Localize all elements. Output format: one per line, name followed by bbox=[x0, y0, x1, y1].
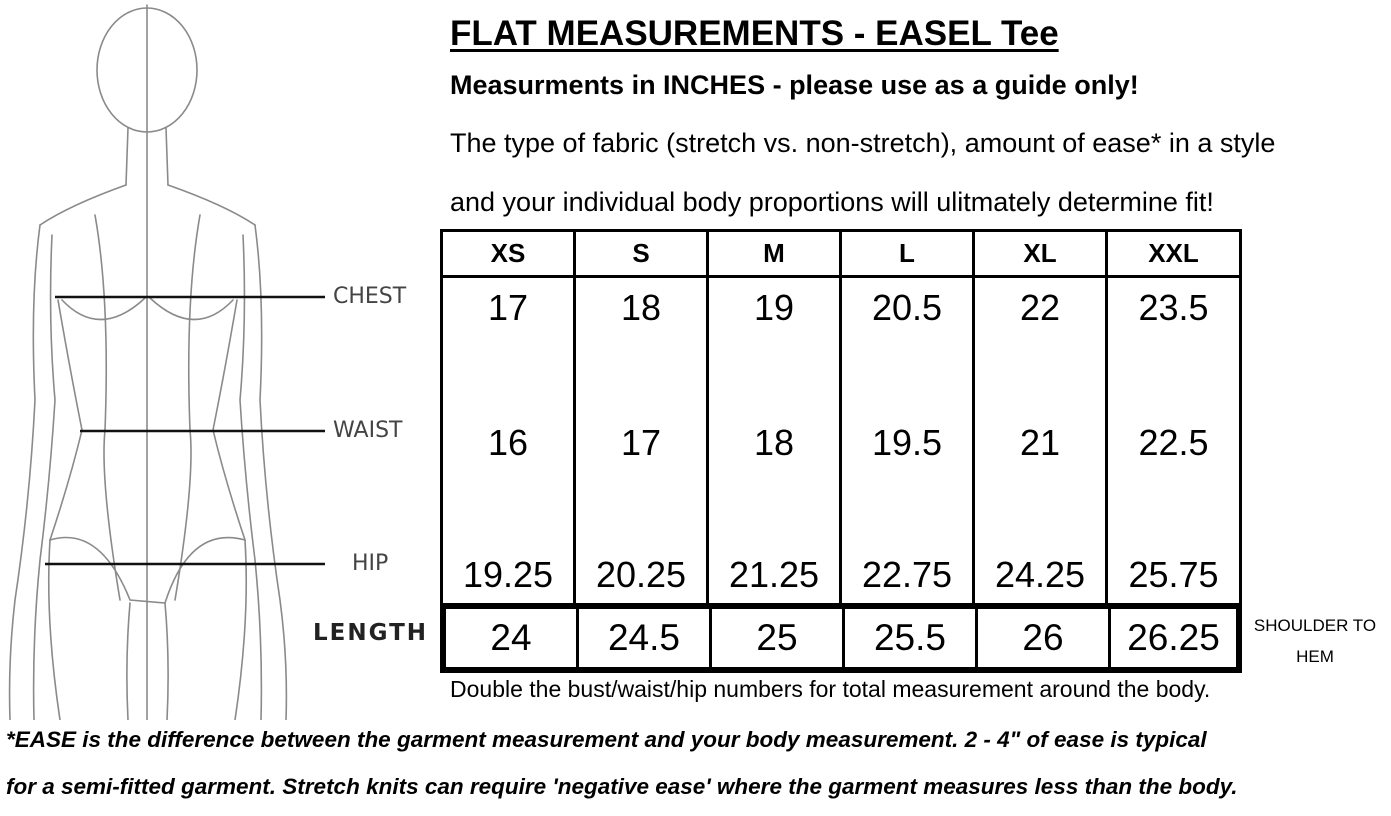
length-label: LENGTH bbox=[313, 620, 429, 646]
size-header: XXL bbox=[1148, 238, 1199, 268]
length-value: 26.25 bbox=[1127, 617, 1220, 658]
length-note-line-1: SHOULDER TO bbox=[1253, 616, 1377, 635]
measurement-body bbox=[443, 275, 1239, 603]
length-value: 24.5 bbox=[579, 609, 712, 667]
size-header: XS bbox=[443, 232, 576, 275]
size-header: XL bbox=[975, 232, 1108, 275]
size-header-row bbox=[443, 232, 1239, 278]
length-value: 25 bbox=[712, 609, 845, 667]
body-figure bbox=[0, 0, 440, 720]
length-value: 25.5 bbox=[845, 609, 978, 667]
body-silhouette-icon bbox=[0, 0, 440, 720]
length-value: 24 bbox=[446, 609, 579, 667]
description-line-2: and your individual body proportions will ulitmately determine fit! bbox=[450, 187, 1214, 217]
size-header: M bbox=[709, 232, 842, 275]
waist-label: WAIST bbox=[333, 418, 403, 443]
length-note bbox=[1244, 610, 1386, 672]
length-note-line-2: HEM bbox=[1296, 647, 1334, 666]
chest-label: CHEST bbox=[333, 284, 407, 309]
ease-note-line-1: *EASE is the difference between the garment measurement and your body measurement. 2 - 4" of ease is typical bbox=[6, 727, 1207, 752]
description-line-1: The type of fabric (stretch vs. non-stretch), amount of ease* in a style bbox=[450, 128, 1276, 158]
length-value: 26 bbox=[978, 609, 1111, 667]
ease-note-line-2: for a semi-fitted garment. Stretch knits can require 'negative ease' where the garment measures less than the body. bbox=[6, 774, 1238, 799]
subtitle: Measurments in INCHES - please use as a guide only! bbox=[450, 70, 1139, 100]
double-measurement-note: Double the bust/waist/hip numbers for total measurement around the body. bbox=[450, 676, 1211, 702]
hip-label: HIP bbox=[352, 551, 389, 576]
size-header: S bbox=[576, 232, 709, 275]
page-title: FLAT MEASUREMENTS - EASEL Tee bbox=[450, 14, 1059, 53]
size-chart-table: XS S M L XL XXL 17 18 19 20.5 22 23.5 16 17 18 19.5 21 22.5 19.25 20.25 21.25 22.75 24.25 25.75 24 24.5 25 25.5 26 26.25 bbox=[440, 229, 1242, 670]
length-row bbox=[440, 603, 1242, 673]
size-header: L bbox=[842, 232, 975, 275]
